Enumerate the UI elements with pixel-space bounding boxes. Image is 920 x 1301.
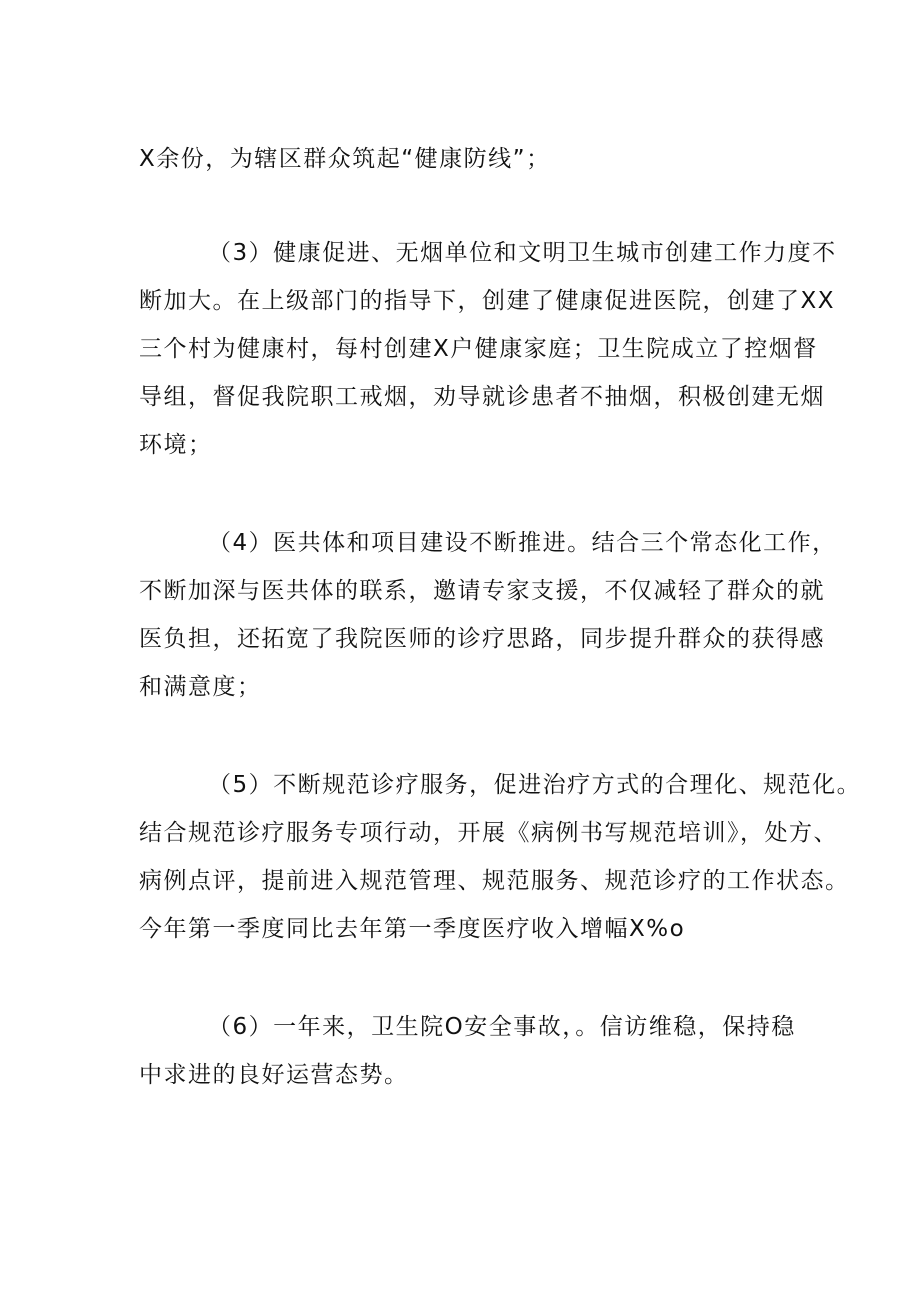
paragraph-3-first-line: （3）健康促进、无烟单位和文明卫生城市创建工作力度不	[208, 240, 837, 266]
paragraph-5-first-line: （5）不断规范诊疗服务，促进治疗方式的合理化、规范化。	[208, 772, 862, 798]
text-line: 和满意度；	[139, 674, 262, 700]
text-line: 环境；	[139, 432, 213, 458]
text-line: 医负担，还拓宽了我院医师的诊疗思路，同步提升群众的获得感	[139, 626, 825, 652]
text-line: 不断加深与医共体的联系，邀请专家支援，不仅减轻了群众的就	[139, 578, 825, 604]
paragraph-6-first-line: （6）一年来，卫生院O安全事故，。信访维稳，保持稳	[208, 1014, 796, 1040]
text-line: 今年第一季度同比去年第一季度医疗收入增幅X%o	[139, 916, 686, 942]
text-line: 中求进的良好运营态势。	[139, 1062, 409, 1088]
text-line: 结合规范诊疗服务专项行动，开展《病例书写规范培训》，处方、	[139, 820, 838, 846]
text-line: 病例点评，提前进入规范管理、规范服务、规范诊疗的工作状态。	[139, 868, 850, 894]
text-line: 三个村为健康村，每村创建X户健康家庭；卫生院成立了控烟督	[139, 336, 818, 362]
text-line: 导组，督促我院职工戒烟，劝导就诊患者不抽烟，积极创建无烟	[139, 384, 825, 410]
paragraph-4-first-line: （4）医共体和项目建设不断推进。结合三个常态化工作，	[208, 530, 837, 556]
text-line: 断加大。在上级部门的指导下，创建了健康促进医院，创建了XX	[139, 288, 836, 314]
text-line: X余份，为辖区群众筑起“健康防线”；	[139, 146, 551, 172]
